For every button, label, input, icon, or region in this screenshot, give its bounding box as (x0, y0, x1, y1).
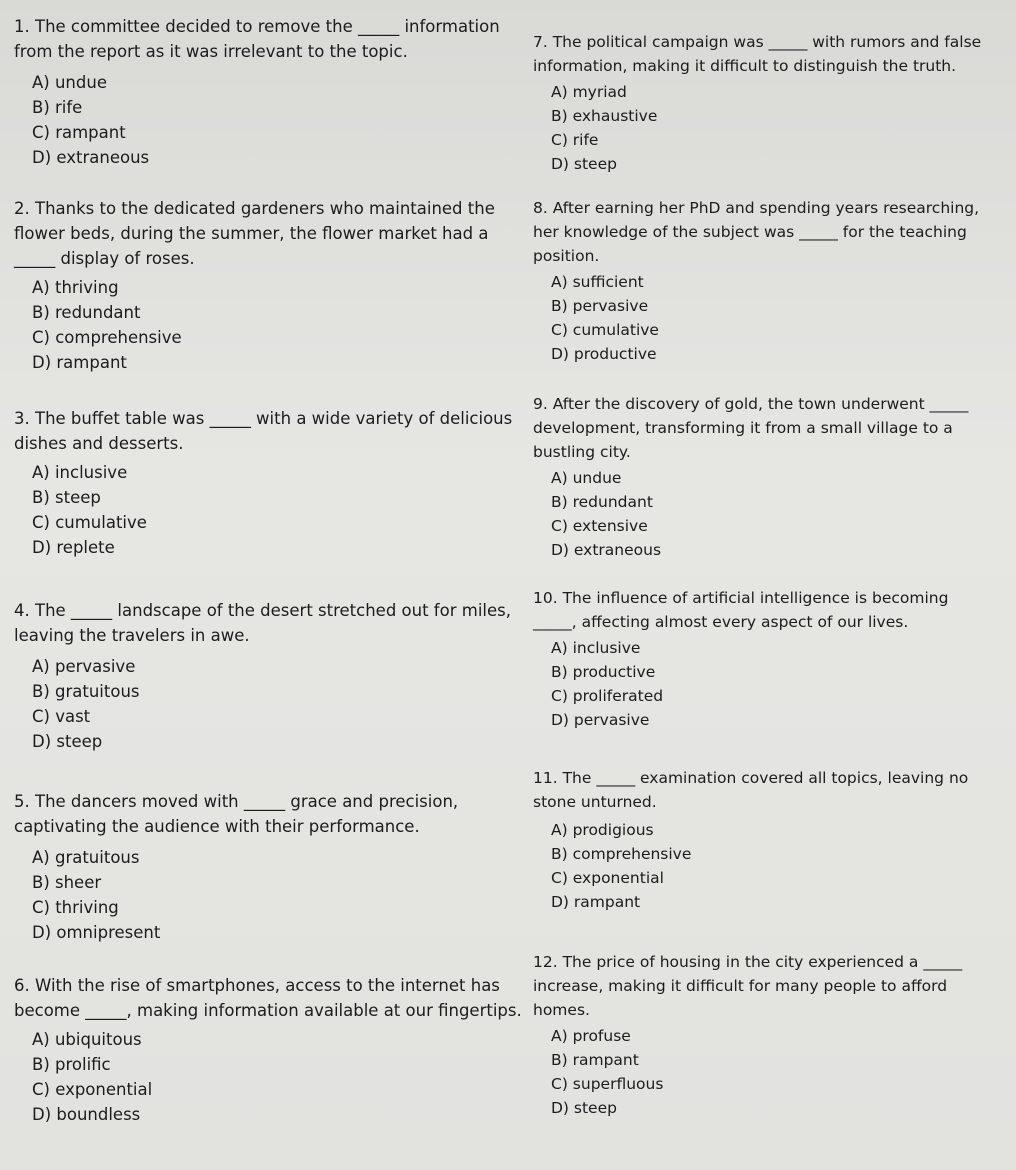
options-list (14, 275, 534, 375)
option-b[interactable]: B) comprehensive (551, 845, 692, 863)
option-a[interactable]: A) gratuitous (32, 848, 140, 867)
stem-line: her knowledge of the subject was _____ for the teaching (533, 223, 967, 241)
option-b[interactable]: B) exhaustive (551, 107, 658, 125)
option-b[interactable]: B) pervasive (551, 297, 649, 315)
option-d[interactable]: D) pervasive (551, 711, 650, 729)
question-12 (533, 950, 1003, 1120)
option-b[interactable]: B) productive (551, 663, 656, 681)
option-a[interactable]: A) ubiquitous (32, 1030, 142, 1049)
question-stem (533, 30, 1003, 78)
option-a[interactable]: A) inclusive (32, 463, 128, 482)
stem-line: homes. (533, 1001, 590, 1019)
question-stem (14, 973, 534, 1023)
options-list (533, 270, 1003, 366)
option-c[interactable]: C) exponential (32, 1080, 153, 1099)
option-d[interactable]: D) replete (32, 538, 115, 557)
question-10 (533, 586, 1003, 732)
option-d[interactable]: D) rampant (551, 893, 641, 911)
option-b[interactable]: B) gratuitous (32, 682, 140, 701)
options-list (14, 70, 534, 170)
option-c[interactable]: C) cumulative (32, 513, 147, 532)
option-d[interactable]: D) steep (551, 1099, 617, 1117)
stem-line: information, making it difficult to distinguish the truth. (533, 57, 957, 75)
options-list (533, 466, 1003, 562)
stem-line: position. (533, 247, 600, 265)
options-list (533, 818, 1003, 914)
option-c[interactable]: C) cumulative (551, 321, 659, 339)
option-a[interactable]: A) thriving (32, 278, 119, 297)
options-list (533, 636, 1003, 732)
option-b[interactable]: B) rife (32, 98, 83, 117)
stem-line: 4. The _____ landscape of the desert stretched out for miles, (14, 601, 511, 620)
options-list (533, 1024, 1003, 1120)
option-c[interactable]: C) superfluous (551, 1075, 664, 1093)
stem-line: captivating the audience with their performance. (14, 817, 420, 836)
option-a[interactable]: A) inclusive (551, 639, 641, 657)
question-11 (533, 766, 1003, 914)
stem-line: 5. The dancers moved with _____ grace and precision, (14, 792, 459, 811)
options-list (14, 654, 534, 754)
stem-line: bustling city. (533, 443, 631, 461)
options-list (14, 845, 534, 945)
option-c[interactable]: C) rampant (32, 123, 126, 142)
option-b[interactable]: B) redundant (551, 493, 653, 511)
question-3 (14, 406, 534, 560)
question-stem (533, 766, 1003, 814)
option-c[interactable]: C) comprehensive (32, 328, 182, 347)
option-d[interactable]: D) boundless (32, 1105, 141, 1124)
stem-line: increase, making it difficult for many people to afford (533, 977, 948, 995)
option-d[interactable]: D) extraneous (32, 148, 150, 167)
option-a[interactable]: A) profuse (551, 1027, 631, 1045)
question-stem (533, 196, 1003, 268)
stem-line: _____, affecting almost every aspect of our lives. (533, 613, 909, 631)
stem-line: 10. The influence of artificial intelligence is becoming (533, 589, 949, 607)
option-b[interactable]: B) redundant (32, 303, 141, 322)
option-c[interactable]: C) extensive (551, 517, 648, 535)
question-5 (14, 789, 534, 945)
option-a[interactable]: A) prodigious (551, 821, 654, 839)
option-d[interactable]: D) extraneous (551, 541, 662, 559)
stem-line: development, transforming it from a small village to a (533, 419, 953, 437)
options-list (14, 460, 534, 560)
question-stem (14, 789, 534, 839)
question-stem (533, 586, 1003, 634)
stem-line: flower beds, during the summer, the flower market had a (14, 224, 489, 243)
options-list (533, 80, 1003, 176)
option-c[interactable]: C) rife (551, 131, 599, 149)
stem-line: 3. The buffet table was _____ with a wide variety of delicious (14, 409, 513, 428)
question-stem (14, 14, 534, 64)
question-2 (14, 196, 534, 375)
stem-line: become _____, making information available at our fingertips. (14, 1001, 522, 1020)
stem-line: 9. After the discovery of gold, the town underwent _____ (533, 395, 969, 413)
option-c[interactable]: C) vast (32, 707, 91, 726)
stem-line: dishes and desserts. (14, 434, 184, 453)
option-d[interactable]: D) omnipresent (32, 923, 161, 942)
option-d[interactable]: D) rampant (32, 353, 127, 372)
question-stem (533, 950, 1003, 1022)
stem-line: 2. Thanks to the dedicated gardeners who maintained the (14, 199, 495, 218)
stem-line: 6. With the rise of smartphones, access to the internet has (14, 976, 500, 995)
option-d[interactable]: D) steep (32, 732, 103, 751)
question-stem (14, 598, 534, 648)
stem-line: 12. The price of housing in the city experienced a _____ (533, 953, 963, 971)
question-stem (14, 406, 534, 456)
option-a[interactable]: A) undue (32, 73, 107, 92)
stem-line: _____ display of roses. (14, 249, 195, 268)
option-a[interactable]: A) sufficient (551, 273, 644, 291)
question-7 (533, 30, 1003, 176)
option-b[interactable]: B) sheer (32, 873, 102, 892)
option-b[interactable]: B) steep (32, 488, 101, 507)
question-stem (14, 196, 534, 271)
question-1 (14, 14, 534, 170)
question-8 (533, 196, 1003, 366)
stem-line: 1. The committee decided to remove the _____ information (14, 17, 500, 36)
option-a[interactable]: A) myriad (551, 83, 627, 101)
stem-line: leaving the travelers in awe. (14, 626, 250, 645)
stem-line: from the report as it was irrelevant to the topic. (14, 42, 408, 61)
stem-line: 7. The political campaign was _____ with rumors and false (533, 33, 982, 51)
option-d[interactable]: D) productive (551, 345, 657, 363)
stem-line: 11. The _____ examination covered all topics, leaving no (533, 769, 969, 787)
option-c[interactable]: C) thriving (32, 898, 119, 917)
option-b[interactable]: B) prolific (32, 1055, 111, 1074)
option-a[interactable]: A) pervasive (32, 657, 136, 676)
question-6 (14, 973, 534, 1127)
question-4 (14, 598, 534, 754)
option-a[interactable]: A) undue (551, 469, 622, 487)
question-9 (533, 392, 1003, 562)
option-b[interactable]: B) rampant (551, 1051, 639, 1069)
question-stem (533, 392, 1003, 464)
stem-line: 8. After earning her PhD and spending years researching, (533, 199, 980, 217)
option-d[interactable]: D) steep (551, 155, 617, 173)
stem-line: stone unturned. (533, 793, 657, 811)
options-list (14, 1027, 534, 1127)
option-c[interactable]: C) proliferated (551, 687, 664, 705)
option-c[interactable]: C) exponential (551, 869, 664, 887)
